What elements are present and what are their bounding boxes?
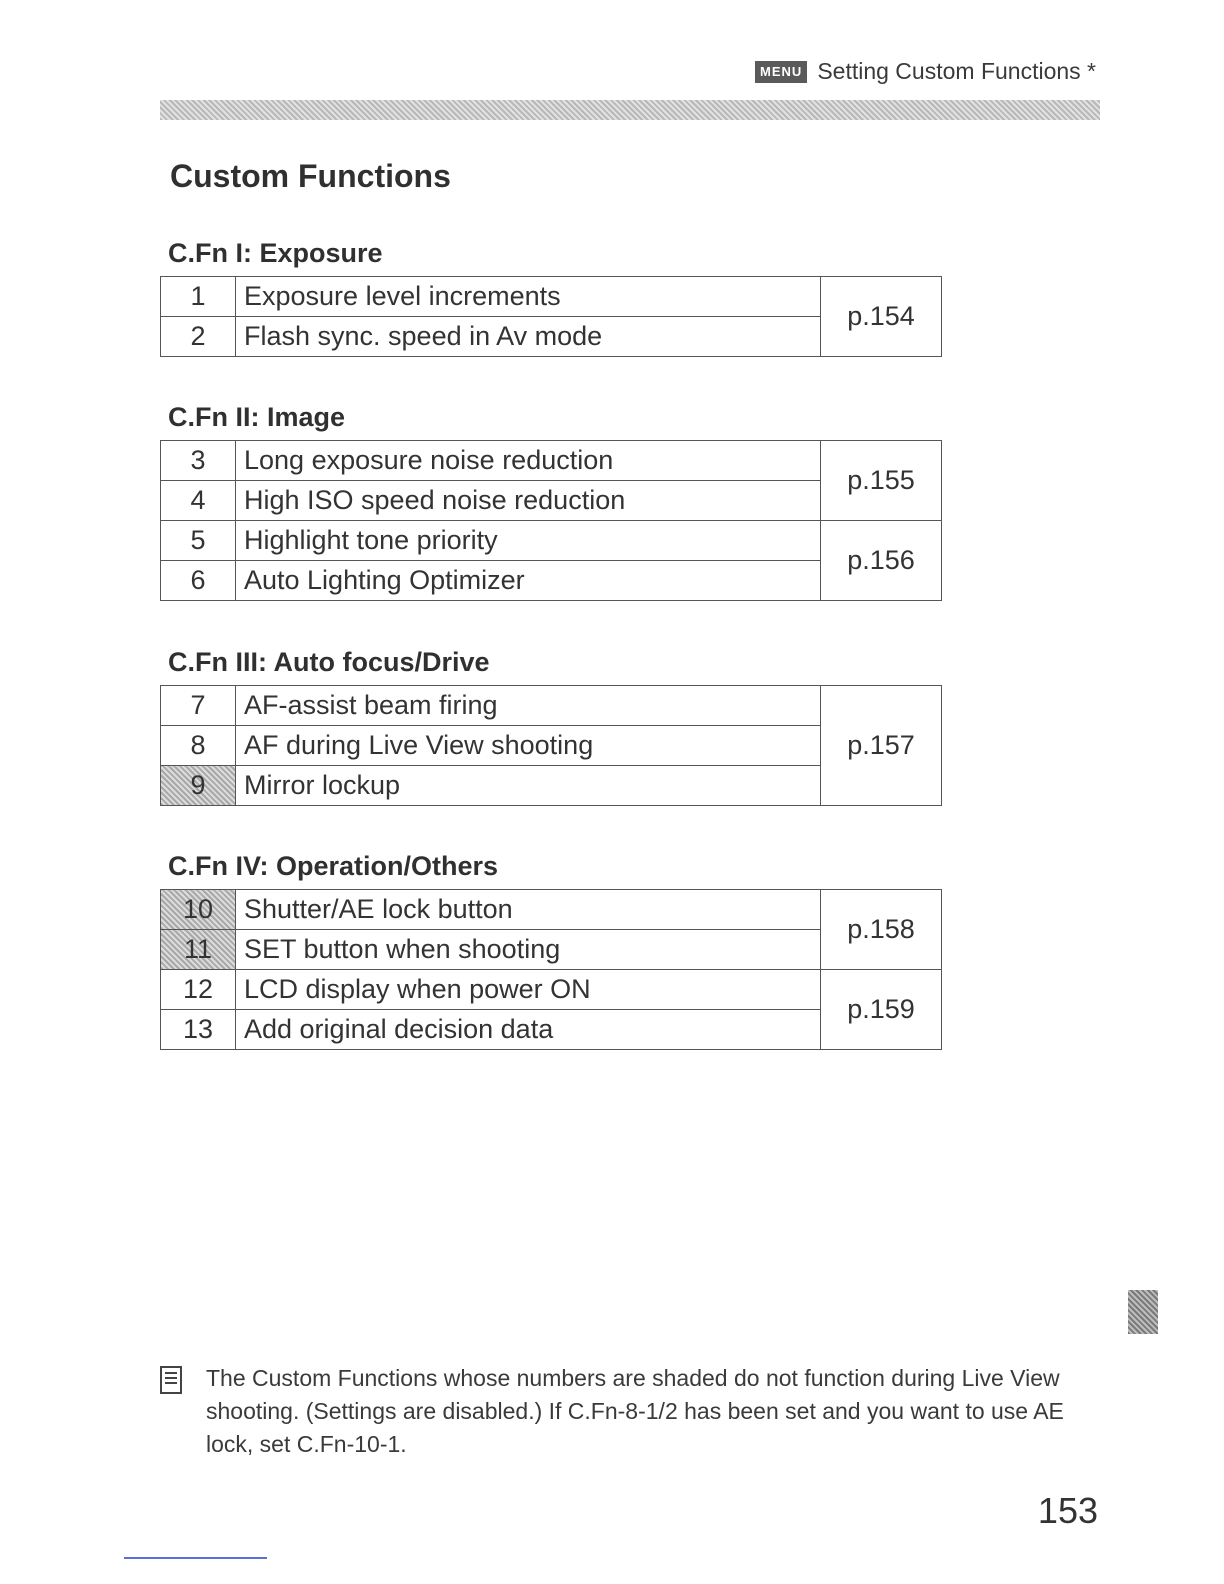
function-table — [160, 889, 942, 1050]
function-table — [160, 685, 942, 806]
table-row — [161, 970, 942, 1010]
function-number: 5 — [161, 521, 236, 561]
table-row — [161, 277, 942, 317]
function-number: 13 — [161, 1010, 236, 1050]
section-title: C.Fn III: Auto focus/Drive — [168, 647, 490, 677]
function-table — [160, 276, 942, 357]
function-name: Auto Lighting Optimizer — [236, 561, 821, 601]
function-number: 8 — [161, 726, 236, 766]
page-reference: p.154 — [821, 277, 942, 357]
function-name: Flash sync. speed in Av mode — [236, 317, 821, 357]
function-number: 11 — [161, 930, 236, 970]
function-number: 9 — [161, 766, 236, 806]
section-3 — [160, 645, 942, 806]
function-number: 1 — [161, 277, 236, 317]
function-number: 3 — [161, 441, 236, 481]
running-header — [755, 58, 1096, 85]
function-number: 2 — [161, 317, 236, 357]
function-name: AF-assist beam firing — [236, 686, 821, 726]
function-name: AF during Live View shooting — [236, 726, 821, 766]
function-number: 4 — [161, 481, 236, 521]
function-name: Shutter/AE lock button — [236, 890, 821, 930]
section-title: C.Fn IV: Operation/Others — [168, 851, 499, 881]
header-bar — [160, 100, 1100, 120]
menu-icon: MENU — [755, 61, 807, 83]
page-reference: p.158 — [821, 890, 942, 970]
page-reference: p.157 — [821, 686, 942, 806]
section-2 — [160, 400, 942, 601]
section-4 — [160, 849, 942, 1050]
function-name: Add original decision data — [236, 1010, 821, 1050]
function-number: 12 — [161, 970, 236, 1010]
function-name: Long exposure noise reduction — [236, 441, 821, 481]
function-number: 7 — [161, 686, 236, 726]
note — [160, 1362, 1100, 1461]
section-1 — [160, 236, 942, 357]
table-row — [161, 890, 942, 930]
function-name: High ISO speed noise reduction — [236, 481, 821, 521]
function-name: Highlight tone priority — [236, 521, 821, 561]
note-text: The Custom Functions whose numbers are shaded do not function during Live View shooting. (Settings are disabled.) If C.Fn-8-1/2 has been set and you want to use AE lock, set C.Fn-10-1. — [206, 1365, 1064, 1457]
page-number: 153 — [1037, 1490, 1098, 1531]
section-title: C.Fn II: Image — [168, 402, 346, 432]
note-icon — [160, 1366, 182, 1394]
function-name: SET button when shooting — [236, 930, 821, 970]
function-table — [160, 440, 942, 601]
footer-line — [124, 1557, 267, 1559]
function-name: Mirror lockup — [236, 766, 821, 806]
function-number: 6 — [161, 561, 236, 601]
function-name: Exposure level increments — [236, 277, 821, 317]
page-reference: p.159 — [821, 970, 942, 1050]
section-title: C.Fn I: Exposure — [168, 238, 383, 268]
page-reference: p.156 — [821, 521, 942, 601]
table-row — [161, 521, 942, 561]
function-name: LCD display when power ON — [236, 970, 821, 1010]
table-row — [161, 441, 942, 481]
page-title: Custom Functions — [170, 158, 451, 194]
page-reference: p.155 — [821, 441, 942, 521]
header-title: Setting Custom Functions * — [817, 58, 1096, 84]
chapter-tab — [1128, 1290, 1158, 1334]
function-number: 10 — [161, 890, 236, 930]
table-row — [161, 686, 942, 726]
